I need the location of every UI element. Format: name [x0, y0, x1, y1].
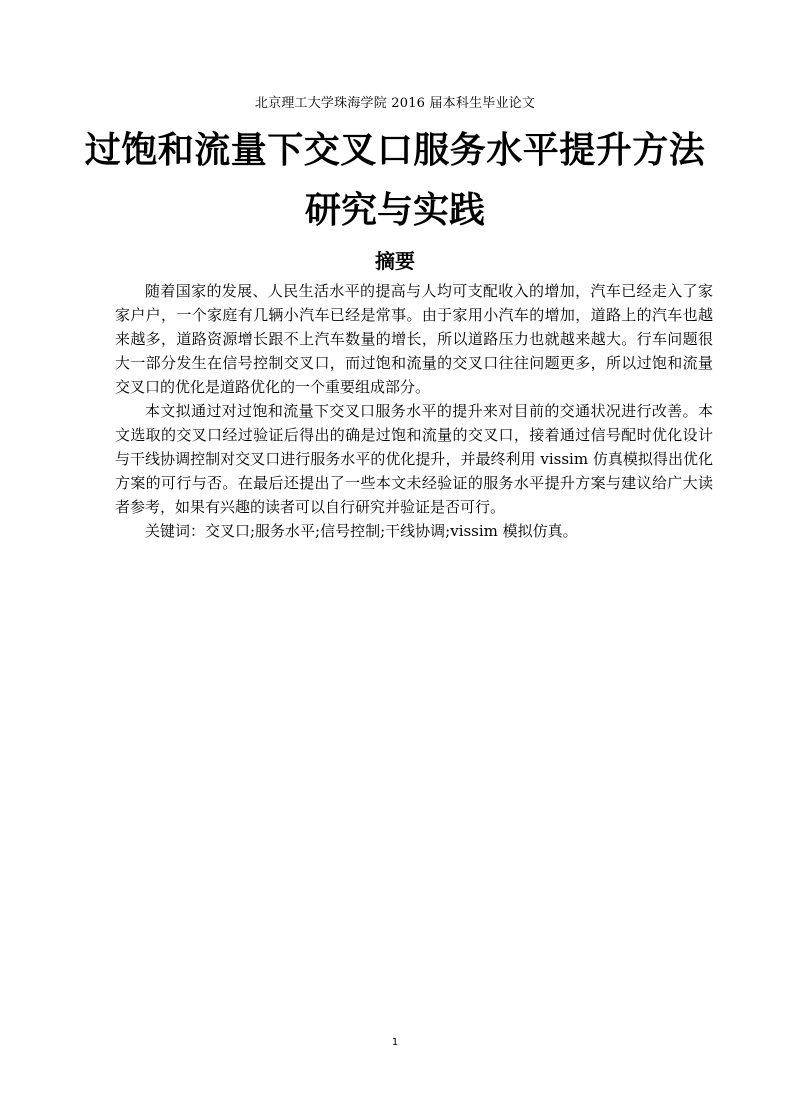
- page-number: 1: [391, 1037, 399, 1048]
- abstract-body: [115, 279, 713, 543]
- thesis-title-line-1: 过饱和流量下交叉口服务水平提升方法: [84, 129, 706, 171]
- thesis-title-line-2: 研究与实践: [304, 189, 485, 231]
- abstract-heading: 摘要: [375, 249, 415, 273]
- abstract-paragraph-2: 本文拟通过对过饱和流量下交叉口服务水平的提升来对目前的交通状况进行改善。本文选取的交叉口经过验证后得出的确是过饱和流量的交叉口，接着通过信号配时优化设计与干线协调控制对交叉口进行服务水平的优化提升，并最终利用 vissim 仿真模拟得出优化方案的可行与否。在最后还提出了一些本文未经验证的服务水平提升方案与建议给广大读者参考，如果有兴趣的读者可以自行研究并验证是否可行。: [115, 402, 713, 516]
- keywords-line: 关键词：交叉口;服务水平;信号控制;干线协调;vissim 模拟仿真。: [145, 522, 578, 540]
- running-header: 北京理工大学珠海学院 2016 届本科生毕业论文: [254, 96, 536, 111]
- abstract-paragraph-1: 随着国家的发展、人民生活水平的提高与人均可支配收入的增加，汽车已经走入了家家户户，一个家庭有几辆小汽车已经是常事。由于家用小汽车的增加，道路上的汽车也越来越多，道路资源增长跟不上汽车数量的增长，所以道路压力也就越来越大。行车问题很大一部分发生在信号控制交叉口，而过饱和流量的交叉口往往问题更多，所以过饱和流量交叉口的优化是道路优化的一个重要组成部分。: [115, 282, 713, 396]
